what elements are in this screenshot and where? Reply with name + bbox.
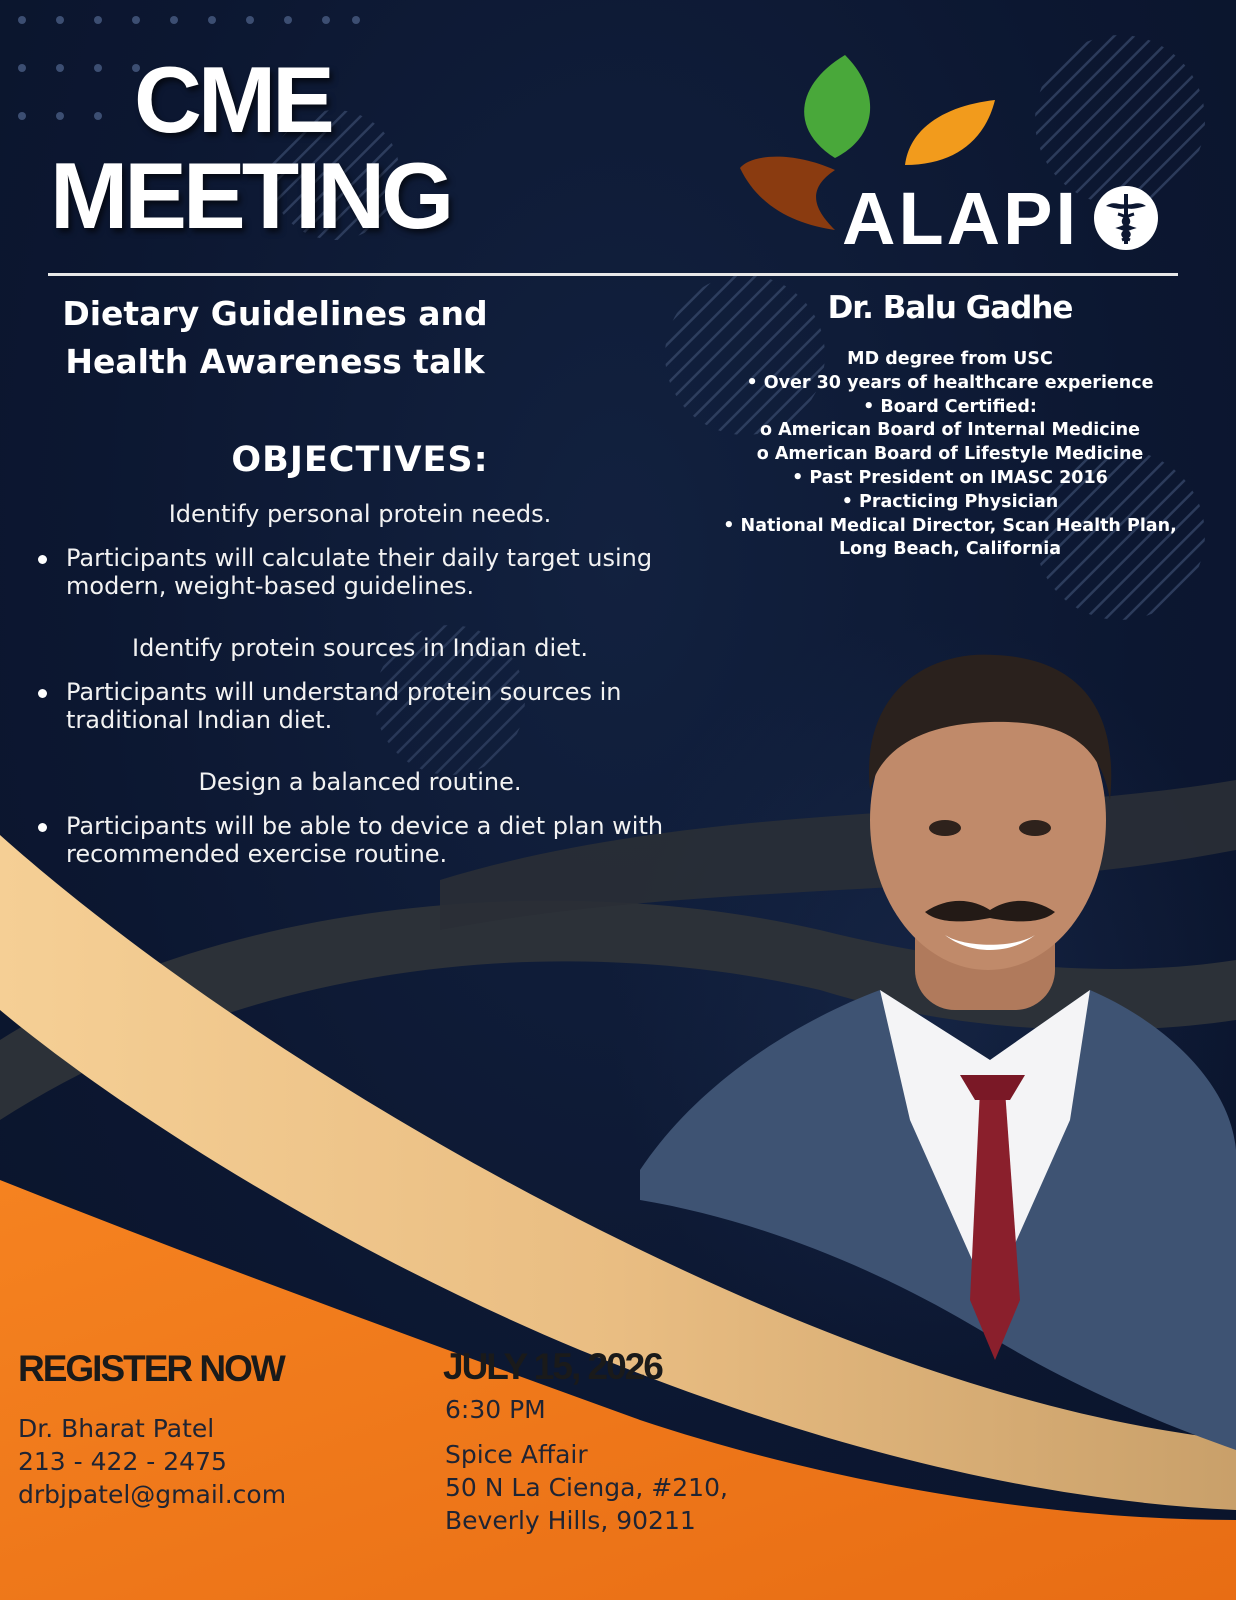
bullet-text: modern, weight-based guidelines. (66, 572, 475, 600)
bullet-text: Participants will be able to device a diet plan with (66, 812, 664, 840)
contact-email[interactable]: drbjpatel@gmail.com (18, 1480, 287, 1509)
venue-address-line-1: 50 N La Cienga, #210, (445, 1473, 728, 1502)
event-time: 6:30 PM (445, 1395, 546, 1424)
venue-address-line-2: Beverly Hills, 90211 (445, 1506, 696, 1535)
title-line-2: MEETING (50, 143, 451, 248)
credential-line: • Past President on IMASC 2016 (792, 467, 1108, 488)
objectives-heading: OBJECTIVES: (231, 440, 489, 480)
bullet-text: recommended exercise routine. (66, 840, 448, 868)
credential-line: o American Board of Lifestyle Medicine (756, 444, 1144, 465)
credential-line: o American Board of Internal Medicine (760, 420, 1140, 441)
speaker-credentials (720, 348, 1180, 562)
credential-line: • Board Certified: (863, 396, 1037, 417)
subtitle-line-2: Health Awareness talk (65, 342, 485, 381)
talk-subtitle (60, 290, 490, 386)
alapio-logo (842, 176, 1079, 261)
bullet-dot (38, 823, 47, 832)
event-date: JULY 15, 2026 (443, 1346, 662, 1387)
bullet-text: Participants will understand protein sources in (66, 678, 622, 706)
event-title (50, 47, 530, 248)
bullet-dot (38, 689, 47, 698)
objective-item (0, 768, 700, 868)
title-line-1: CME (134, 47, 331, 152)
venue-name: Spice Affair (445, 1440, 588, 1469)
bullet-dot (38, 555, 47, 564)
objective-bullet (0, 544, 700, 600)
register-heading: REGISTER NOW (18, 1348, 284, 1389)
bullet-text: Participants will calculate their daily target using (66, 544, 653, 572)
credential-line: MD degree from USC (847, 349, 1053, 369)
objective-item (0, 634, 700, 734)
objective-heading: Identify protein sources in Indian diet. (132, 634, 588, 662)
objective-heading: Design a balanced routine. (198, 768, 522, 796)
register-contact (18, 1412, 286, 1511)
event-venue (445, 1438, 728, 1537)
credential-line: Long Beach, California (838, 539, 1062, 560)
bullet-text: traditional Indian diet. (66, 706, 333, 734)
speaker-name: Dr. Balu Gadhe (827, 290, 1073, 326)
subtitle-line-1: Dietary Guidelines and (62, 294, 488, 333)
credential-line: • Practicing Physician (841, 491, 1059, 512)
objective-bullet (0, 812, 700, 868)
caduceus-icon (1092, 184, 1160, 252)
credential-line: • National Medical Director, Scan Health Plan, (723, 515, 1177, 536)
contact-name: Dr. Bharat Patel (18, 1414, 215, 1443)
logo-wordmark: ALAPI (842, 177, 1079, 260)
contact-phone[interactable]: 213 - 422 - 2475 (18, 1447, 227, 1476)
header-divider (48, 273, 1178, 276)
credential-line: • Over 30 years of healthcare experience (746, 372, 1154, 393)
objective-item (0, 500, 700, 600)
objective-heading: Identify personal protein needs. (168, 500, 552, 528)
objective-bullet (0, 678, 700, 734)
objectives-list (0, 500, 700, 902)
